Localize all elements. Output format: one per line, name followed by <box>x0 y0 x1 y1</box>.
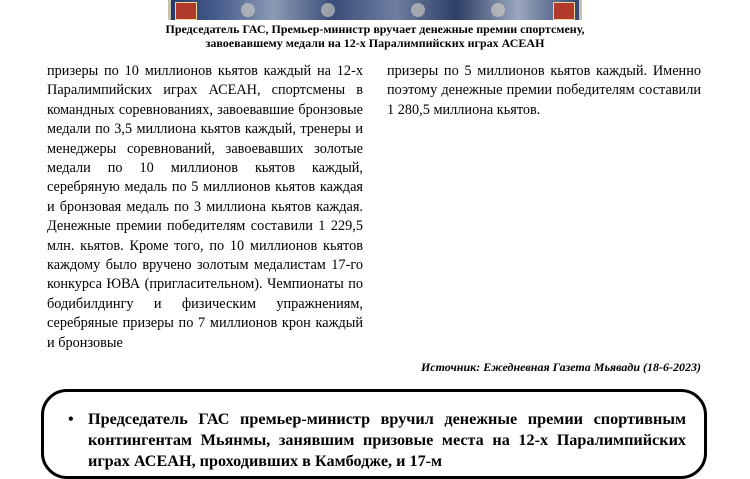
photo-flag-right <box>553 2 575 20</box>
photo-figure <box>321 3 335 17</box>
photo-figure <box>411 3 425 17</box>
source-credit: Источник: Ежедневная Газета Мьявади (18-6-2023) <box>420 360 701 374</box>
highlight-item <box>66 409 686 472</box>
highlight-list <box>66 409 686 472</box>
photo-figure <box>491 3 505 17</box>
article-column-left: призеры по 10 миллионов кьятов каждый на 12-х Паралимпийских играх АСЕАН, спортсмены в командных соревнованиях, завоевавшие бронзовые медали по 3,5 миллиона кьятов каждый, тренеры и менеджеры соревнований, завоевавших золотые медали по 10 миллионов кьятов каждый, серебряную медаль по 5 миллионов кьятов каждая и бронзовая медаль по 3 миллиона кьятов каждая. Денежные премии победителям составили 1 229,5 млн. кьятов. Кроме того, по 10 миллионов кьятов каждому было вручено золотым медалистам 17-го конкурса ЮВА (пригласительном). Чемпионаты по бодибилдингу и физическим упражнениям, серебряные призеры по 7 миллионов крон каждый и бронзовые <box>47 63 363 351</box>
highlight-text: Председатель ГАС премьер-министр вручил денежные премии спортивным контингентам Мьянмы, занявшим призовые места на 12-х Паралимпийских играх АСЕАН, проходивших в Камбодже, и 17-м <box>88 410 686 470</box>
bullet-icon: • <box>68 411 74 428</box>
photo-flag-left <box>175 2 197 20</box>
article-column-right: призеры по 5 миллионов кьятов каждый. Именно поэтому денежные премии победителям составили 1 280,5 миллиона кьятов. <box>387 63 701 118</box>
photo-caption <box>100 22 650 50</box>
photo-figure <box>241 3 255 17</box>
photo <box>168 0 582 20</box>
highlight-box <box>41 389 707 479</box>
caption-line-1: Председатель ГАС, Премьер-министр вручает денежные премии спортсмену, <box>165 22 585 36</box>
caption-line-2: завоевавшему медали на 12-х Паралимпийских играх АСЕАН <box>205 36 545 50</box>
